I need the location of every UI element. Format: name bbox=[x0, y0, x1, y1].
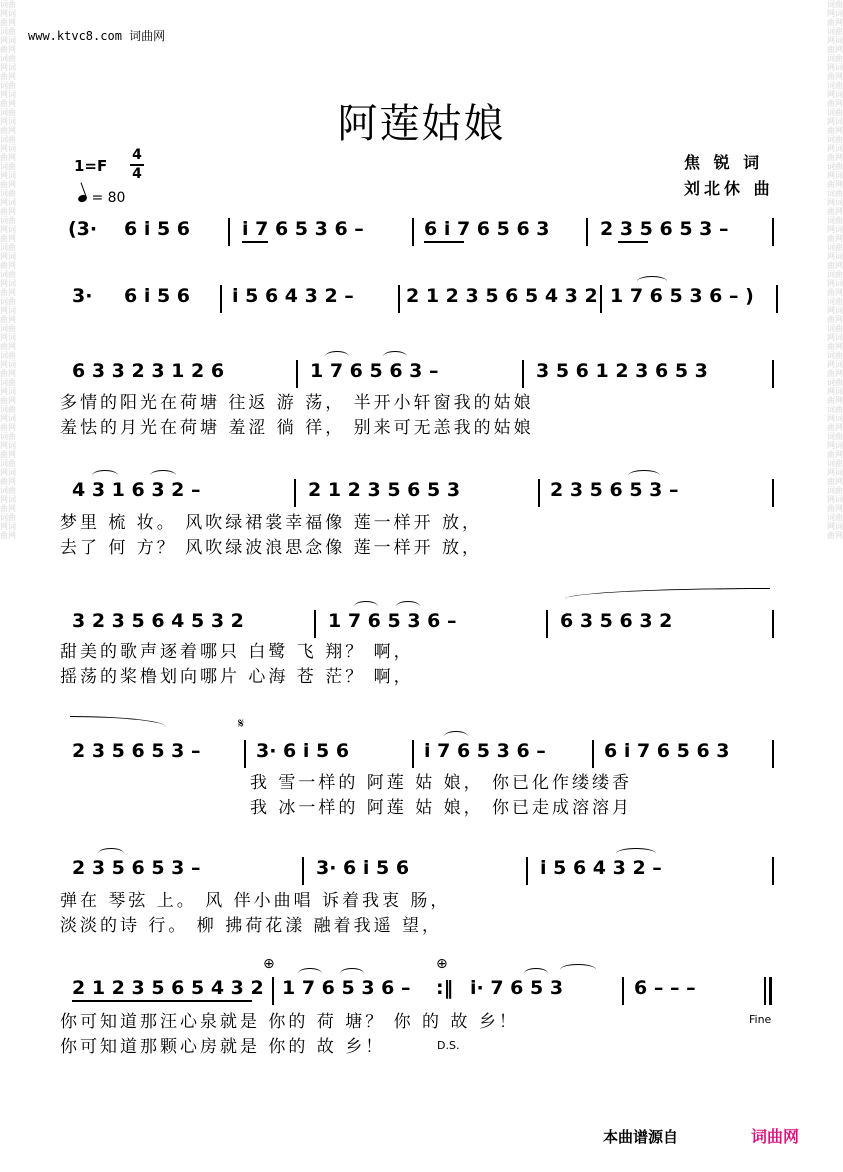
score-row-6 bbox=[60, 740, 780, 766]
repeat-end-sign: :‖ bbox=[436, 977, 454, 999]
lyrics-verse2: 羞怯的月光在荷塘 羞涩 徜 徉， 别来可无恙我的姑娘 bbox=[60, 418, 534, 438]
final-barline-thin bbox=[764, 977, 766, 1005]
notes-m3: i 5 6 4 3 2 – bbox=[232, 285, 354, 307]
notes-m3: i 5 6 4 3 2 – bbox=[540, 857, 662, 879]
slur bbox=[383, 351, 407, 362]
lyrics-verse1: 多情的阳光在荷塘 往返 游 荡， 半开小轩窗我的姑娘 bbox=[60, 393, 534, 413]
song-title: 阿莲姑娘 bbox=[337, 101, 506, 147]
score-row-3 bbox=[60, 360, 780, 386]
source-brand-link[interactable]: 词曲网 bbox=[751, 1127, 800, 1146]
key-signature: 1=F bbox=[74, 157, 108, 175]
notes-m1: 2 3 5 6 5 3 – bbox=[72, 857, 201, 879]
notes-m2: 3· 6 i 5 6 bbox=[316, 857, 410, 879]
barline bbox=[772, 218, 774, 246]
lyrics-verse2: 摇荡的桨橹划向哪片 心海 苍 茫？ 啊， bbox=[60, 667, 414, 687]
slur bbox=[616, 848, 656, 859]
underline bbox=[72, 1000, 252, 1002]
lyrics-verse2: 淡淡的诗 行。 柳 拂荷花漾 融着我遥 望， bbox=[60, 916, 443, 936]
phrase-slur bbox=[565, 588, 770, 599]
barline bbox=[772, 479, 774, 507]
notes-m2: 1 7 6 5 3 6 – bbox=[282, 977, 411, 999]
time-signature bbox=[128, 148, 146, 182]
slur bbox=[637, 276, 667, 287]
lyrics-verse2: 你可知道那颗心房就是 你的 故 乡！ bbox=[60, 1037, 386, 1057]
lyricist: 焦 锐 词 bbox=[684, 153, 764, 172]
watermark-right: 词曲网词曲网词曲网词曲网词曲网词曲网词曲网词曲网词曲网词曲网词曲网词曲网词曲网词曲网词曲网词曲网词曲网词曲网词曲网词曲网词曲网词曲网词曲网词曲网词曲网词曲网词曲网词曲网词曲网词曲网词曲网词曲网词曲网词曲网词曲网词曲网词曲网词曲网词曲网词曲网 bbox=[827, 0, 843, 540]
notes-m4: 6 i 7 6 5 6 3 bbox=[424, 218, 550, 240]
notes-m3: 3 5 6 1 2 3 6 5 3 bbox=[536, 360, 708, 382]
notes-m5: 1 7 6 5 3 6 – ) bbox=[610, 285, 754, 307]
slur bbox=[444, 731, 468, 742]
coda-sign: ⊕ bbox=[436, 956, 448, 972]
score-row-1 bbox=[60, 218, 780, 244]
lyrics-verse2: 我 冰一样的 阿莲 姑 娘， 你已走成溶溶月 bbox=[250, 798, 633, 818]
notes-m3: i· 7 6 5 3 bbox=[470, 977, 564, 999]
score-row-5 bbox=[60, 610, 780, 636]
lyrics-verse2: 去了 何 方？ 风吹绿波浪思念像 莲一样开 放， bbox=[60, 538, 483, 558]
notes-m5: 2 3 5 6 5 3 – bbox=[600, 218, 729, 240]
fine-mark: Fine bbox=[749, 1013, 772, 1026]
phrase-slur bbox=[70, 716, 166, 727]
meter-top: 4 bbox=[132, 147, 142, 163]
notes-m1: 4 3 1 6 3 2 – bbox=[72, 479, 201, 501]
barline bbox=[228, 218, 230, 246]
notes-m1: 2 1 2 3 5 6 5 4 3 2 bbox=[72, 977, 264, 999]
barline bbox=[546, 610, 548, 638]
notes-m2: 2 1 2 3 5 6 5 3 bbox=[308, 479, 461, 501]
source-label: 本曲谱源自 bbox=[603, 1128, 679, 1146]
notes-m2: 6 i 5 6 bbox=[124, 218, 191, 240]
notes-m4: 6 – – – bbox=[634, 977, 696, 999]
barline bbox=[412, 740, 414, 768]
barline bbox=[272, 977, 274, 1005]
barline bbox=[398, 285, 400, 313]
notes-m2: 1 7 6 5 3 6 – bbox=[328, 610, 457, 632]
underline bbox=[242, 241, 268, 243]
barline bbox=[244, 740, 246, 768]
barline bbox=[296, 360, 298, 388]
tempo-mark bbox=[78, 190, 125, 206]
notes-m3: i 7 6 5 3 6 – bbox=[242, 218, 364, 240]
slur bbox=[325, 351, 349, 362]
ds-mark: D.S. bbox=[437, 1039, 460, 1052]
notes-m1: 3· bbox=[72, 285, 93, 307]
lyrics-verse1: 我 雪一样的 阿莲 姑 娘， 你已化作缕缕香 bbox=[250, 773, 633, 793]
slur bbox=[98, 848, 124, 859]
notes-m1: 3 2 3 5 6 4 5 3 2 bbox=[72, 610, 244, 632]
slur bbox=[524, 968, 548, 979]
notes-m2: 3· 6 i 5 6 bbox=[256, 740, 350, 762]
notes-m4: 6 i 7 6 5 6 3 bbox=[604, 740, 730, 762]
barline bbox=[412, 218, 414, 246]
slur bbox=[298, 968, 322, 979]
slur bbox=[396, 601, 420, 612]
meter-bottom: 4 bbox=[132, 166, 142, 182]
barline bbox=[586, 218, 588, 246]
notes-m4: 2 1 2 3 5 6 5 4 3 2 bbox=[406, 285, 598, 307]
notes-m1: 2 3 5 6 5 3 – bbox=[72, 740, 201, 762]
composer: 刘北休 曲 bbox=[684, 179, 774, 198]
slur bbox=[628, 470, 660, 481]
barline bbox=[776, 285, 778, 313]
barline bbox=[622, 977, 624, 1005]
barline bbox=[772, 857, 774, 885]
site-url[interactable]: www.ktvc8.com 词曲网 bbox=[28, 29, 166, 43]
barline bbox=[600, 285, 602, 313]
barline bbox=[302, 857, 304, 885]
notes-m1: (3· bbox=[68, 218, 98, 240]
barline bbox=[538, 479, 540, 507]
score-row-4 bbox=[60, 479, 780, 505]
lyrics-verse1: 梦里 梳 妆。 风吹绿裙裳幸福像 莲一样开 放， bbox=[60, 513, 483, 533]
notes-m3: 2 3 5 6 5 3 – bbox=[550, 479, 679, 501]
barline bbox=[772, 360, 774, 388]
slur bbox=[340, 968, 364, 979]
barline bbox=[526, 857, 528, 885]
notes-m2: 1 7 6 5 6 3 – bbox=[310, 360, 439, 382]
coda-sign: ⊕ bbox=[263, 956, 275, 972]
barline bbox=[522, 360, 524, 388]
lyrics-verse1: 弹在 琴弦 上。 风 伴小曲唱 诉着我衷 肠， bbox=[60, 891, 451, 911]
slur bbox=[92, 470, 118, 481]
slur bbox=[560, 964, 596, 975]
barline bbox=[772, 610, 774, 638]
score-row-7 bbox=[60, 857, 780, 883]
barline bbox=[220, 285, 222, 313]
underline bbox=[424, 241, 464, 243]
quarter-note-icon bbox=[77, 194, 88, 204]
slur bbox=[150, 470, 176, 481]
slur bbox=[354, 601, 378, 612]
lyrics-verse1: 甜美的歌声逐着哪只 白鹭 飞 翔？ 啊， bbox=[60, 642, 414, 662]
underline bbox=[618, 241, 648, 243]
notes-m1: 6 3 3 2 3 1 2 6 bbox=[72, 360, 225, 382]
barline bbox=[294, 479, 296, 507]
notes-m3: 6 3 5 6 3 2 bbox=[560, 610, 673, 632]
notes-m3: i 7 6 5 3 6 – bbox=[424, 740, 546, 762]
final-barline-thick bbox=[769, 977, 772, 1005]
score-row-2 bbox=[60, 285, 780, 311]
lyrics-verse1: 你可知道那汪心泉就是 你的 荷 塘？ 你 的 故 乡！ bbox=[60, 1012, 519, 1032]
segno-sign: 𝄋 bbox=[238, 716, 245, 732]
barline bbox=[772, 740, 774, 768]
notes-m2: 6 i 5 6 bbox=[124, 285, 191, 307]
tempo-value: = 80 bbox=[91, 190, 126, 206]
barline bbox=[592, 740, 594, 768]
watermark-left: 词曲网词曲网词曲网词曲网词曲网词曲网词曲网词曲网词曲网词曲网词曲网词曲网词曲网词曲网词曲网词曲网词曲网词曲网词曲网词曲网词曲网词曲网词曲网词曲网词曲网词曲网词曲网词曲网词曲网词曲网词曲网词曲网词曲网词曲网词曲网词曲网词曲网词曲网词曲网词曲网 bbox=[0, 0, 16, 540]
barline bbox=[314, 610, 316, 638]
